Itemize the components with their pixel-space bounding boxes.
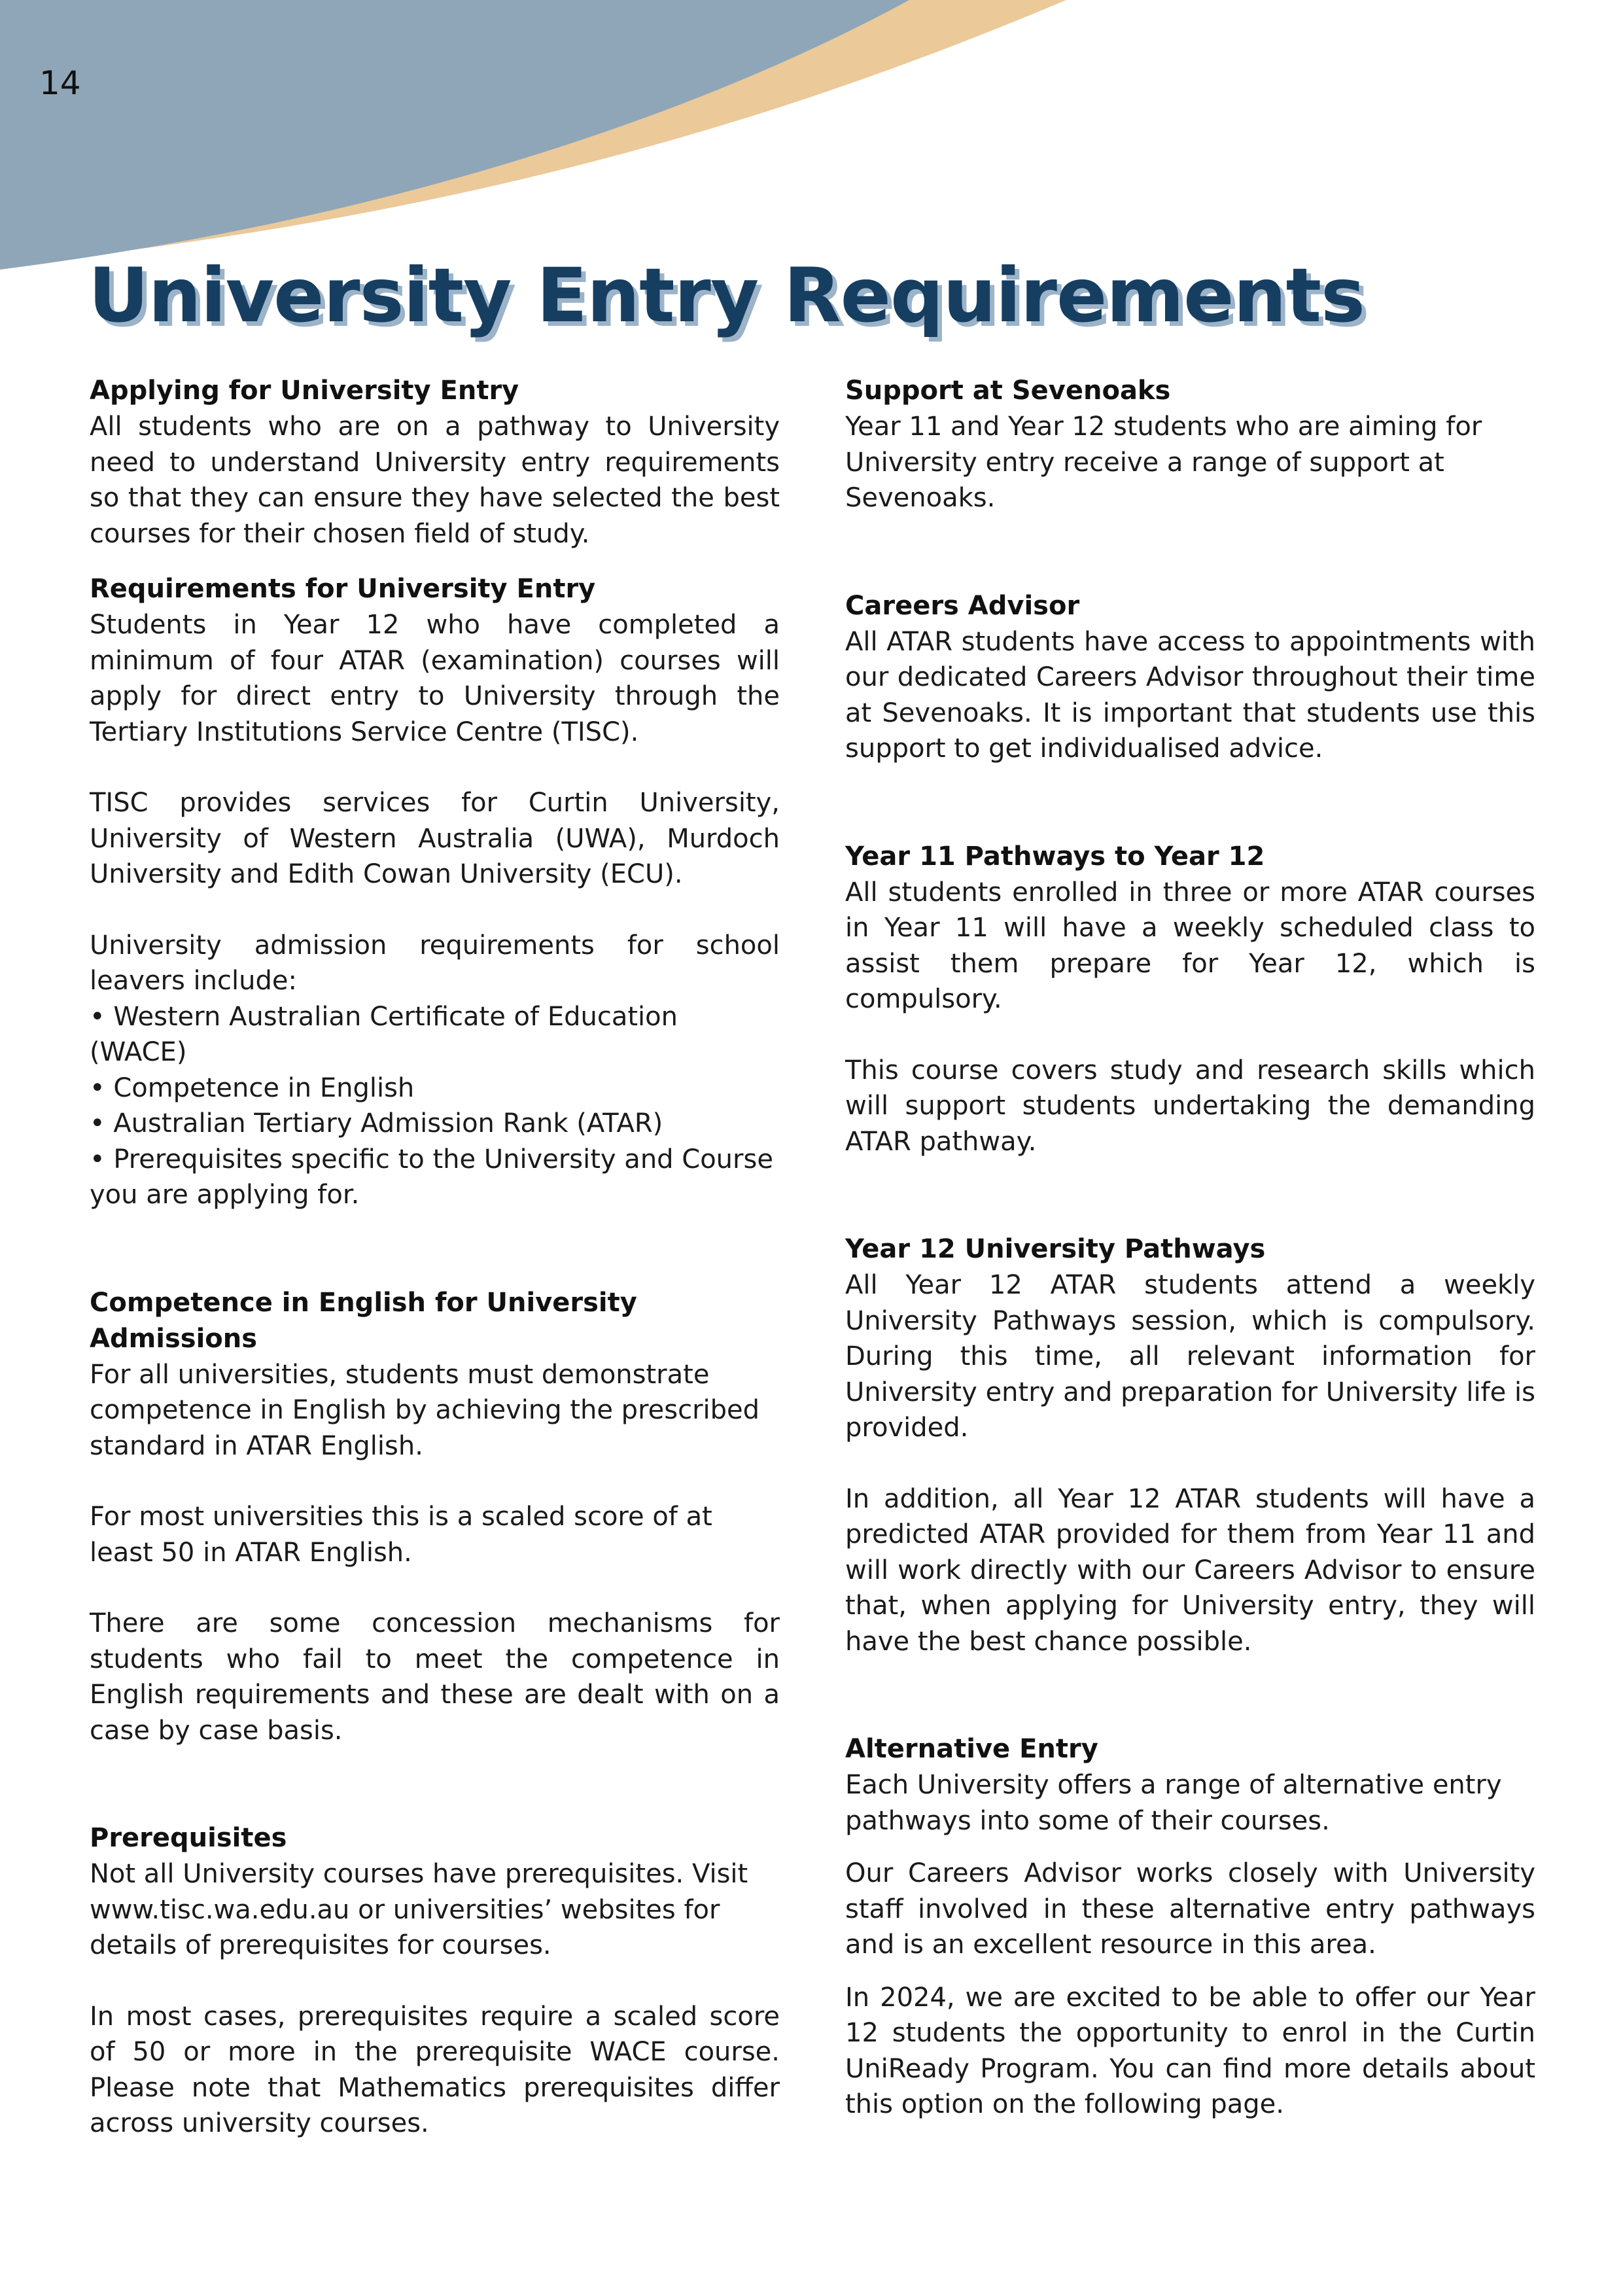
- section-competence: [90, 1285, 780, 1749]
- list-item: • Prerequisites specific to the University and Course you are applying for.: [90, 1142, 780, 1213]
- text-alternative-2: Our Careers Advisor works closely with University staff involved in these alternative entry pathways and is an excellent resource in this area.: [845, 1858, 1535, 1960]
- heading-alternative: Alternative Entry: [845, 1734, 1098, 1764]
- text-careers: All ATAR students have access to appointments with our dedicated Careers Advisor throughout their time at Sevenoaks. It is important that students use this support to get individualised advice.: [845, 626, 1535, 764]
- section-year12: [845, 1231, 1535, 1659]
- section-requirements: [90, 571, 780, 1213]
- section-prerequisites: [90, 1820, 780, 2142]
- text-year11-1: All students enrolled in three or more ATAR courses in Year 11 will have a weekly scheduled class to assist them prepare for Year 12, which is compulsory.: [845, 877, 1535, 1014]
- text-support: Year 11 and Year 12 students who are aiming for University entry receive a range of support at Sevenoaks.: [845, 412, 1482, 513]
- heading-support: Support at Sevenoaks: [845, 376, 1171, 406]
- heading-year12: Year 12 University Pathways: [845, 1234, 1266, 1264]
- section-applying: [90, 373, 780, 552]
- text-year11-2: This course covers study and research skills which will support students undertaking the demanding ATAR pathway.: [845, 1055, 1535, 1157]
- right-column: [845, 373, 1535, 2142]
- header-swoosh-decoration: [0, 0, 1623, 275]
- text-requirements-3: University admission requirements for school leavers include:: [90, 930, 780, 996]
- heading-year11: Year 11 Pathways to Year 12: [845, 841, 1265, 872]
- section-careers: [845, 588, 1535, 767]
- list-item: • Australian Tertiary Admission Rank (ATAR): [90, 1106, 780, 1142]
- text-year12-2: In addition, all Year 12 ATAR students will have a predicted ATAR provided for them from Year 11 and will work directly with our Careers Advisor to ensure that, when applying for University entry, they will have the best chance possible.: [845, 1483, 1535, 1657]
- text-competence-3: There are some concession mechanisms for students who fail to meet the competence in English requirements and these are dealt with on a case by case basis.: [90, 1608, 780, 1746]
- text-requirements-1: Students in Year 12 who have completed a minimum of four ATAR (examination) courses will apply for direct entry to University through the Tertiary Institutions Service Centre (TISC).: [90, 610, 780, 747]
- section-support: [845, 373, 1535, 516]
- list-item: • Competence in English: [90, 1070, 780, 1106]
- text-competence-1: For all universities, students must demonstrate competence in English by achieving the prescribed standard in ATAR English.: [90, 1359, 760, 1461]
- blue-swoosh: [0, 0, 909, 270]
- list-item: • Western Australian Certificate of Education (WACE): [90, 999, 780, 1070]
- page-number: 14: [39, 64, 81, 102]
- requirements-list: [90, 999, 780, 1213]
- heading-applying: Applying for University Entry: [90, 376, 519, 406]
- heading-competence: Competence in English for University Admissions: [90, 1287, 637, 1354]
- text-alternative-1: Each University offers a range of alternative entry pathways into some of their courses.: [845, 1770, 1502, 1836]
- heading-careers: Careers Advisor: [845, 590, 1080, 621]
- text-prerequisites-2: In most cases, prerequisites require a scaled score of 50 or more in the prerequisite WACE course. Please note that Mathematics prerequisites differ across university courses.: [90, 2001, 780, 2138]
- text-prerequisites-1: Not all University courses have prerequisites. Visit www.tisc.wa.edu.au or universities’ websites for details of prerequisites for courses.: [90, 1859, 748, 1960]
- heading-prerequisites: Prerequisites: [90, 1823, 287, 1853]
- text-requirements-2: TISC provides services for Curtin University, University of Western Australia (UWA), Murdoch University and Edith Cowan University (ECU).: [90, 788, 780, 889]
- text-competence-2: For most universities this is a scaled score of at least 50 in ATAR English.: [90, 1502, 712, 1568]
- heading-requirements: Requirements for University Entry: [90, 574, 596, 604]
- text-year12-1: All Year 12 ATAR students attend a weekly University Pathways session, which is compulsory. During this time, all relevant information for University entry and preparation for University life is provided.: [845, 1270, 1535, 1443]
- text-alternative-3: In 2024, we are excited to be able to offer our Year 12 students the opportunity to enrol in the Curtin UniReady Program. You can find more details about this option on the following page.: [845, 1982, 1535, 2119]
- section-alternative: [845, 1731, 1535, 2123]
- left-column: [90, 373, 780, 2161]
- text-applying: All students who are on a pathway to University need to understand University entry requirements so that they can ensure they have selected the best courses for their chosen field of study.: [90, 412, 780, 549]
- page-title: University Entry Requirements: [88, 252, 1365, 339]
- section-year11: [845, 839, 1535, 1160]
